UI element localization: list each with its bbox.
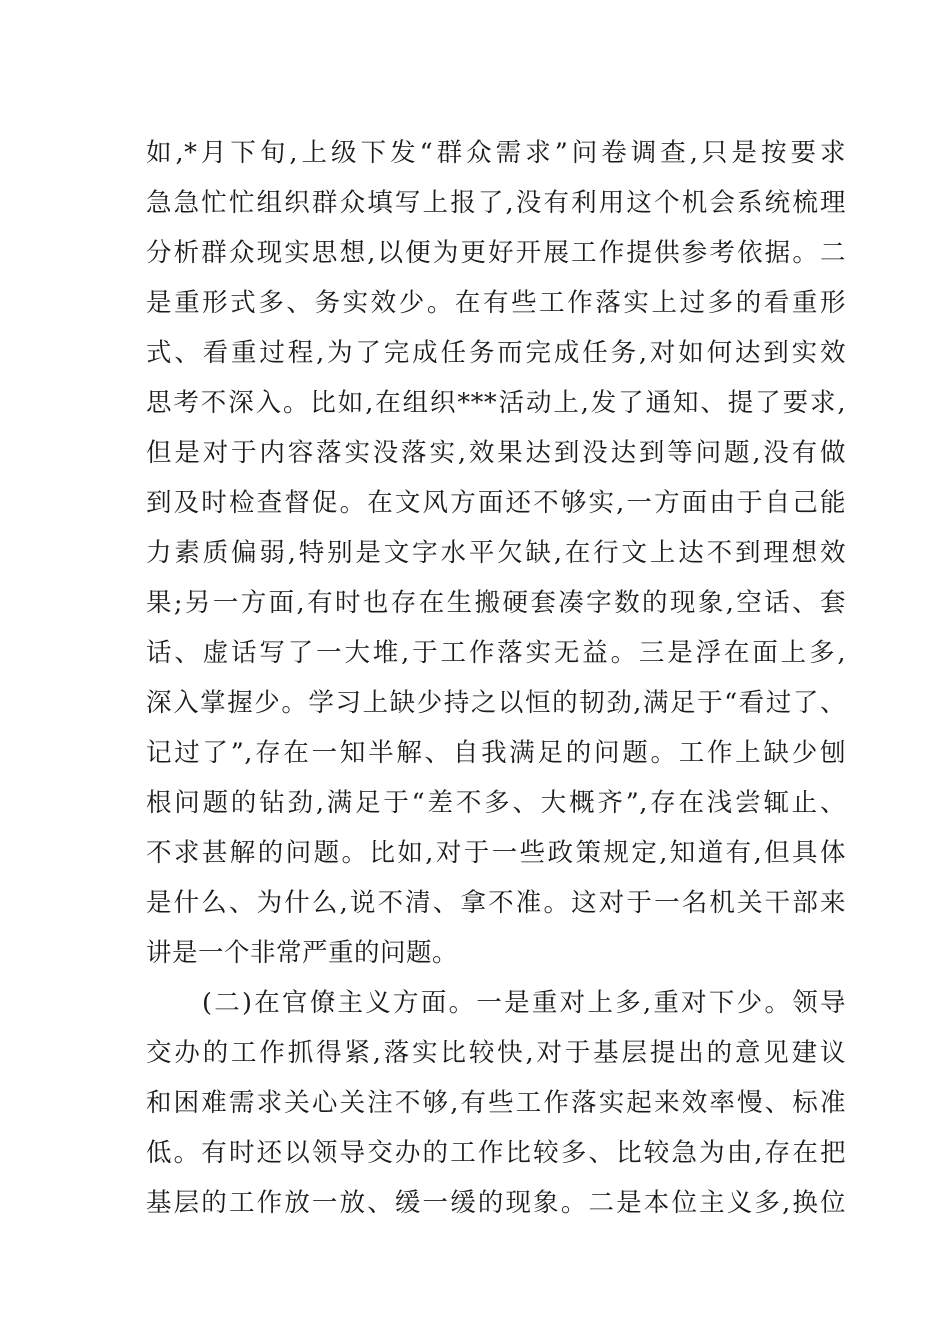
paragraph-line: 话、虚话写了一大堆,于工作落实无益。三是浮在面上多, (146, 638, 846, 668)
paragraph-line: 基层的工作放一放、缓一缓的现象。二是本位主义多,换位 (146, 1188, 846, 1218)
paragraph-line: 分析群众现实思想,以便为更好开展工作提供参考依据。二 (146, 238, 846, 268)
paragraph-line: 式、看重过程,为了完成任务而完成任务,对如何达到实效 (146, 338, 846, 368)
paragraph-line: 思考不深入。比如,在组织***活动上,发了通知、提了要求, (146, 388, 846, 418)
paragraph-line: 和困难需求关心关注不够,有些工作落实起来效率慢、标准 (146, 1088, 846, 1118)
paragraph-line: 讲是一个非常严重的问题。 (146, 938, 459, 968)
paragraph-line: 如,*月下旬,上级下发“群众需求”问卷调查,只是按要求 (146, 138, 846, 168)
paragraph-line: 力素质偏弱,特别是文字水平欠缺,在行文上达不到理想效 (146, 538, 846, 568)
paragraph-line: 交办的工作抓得紧,落实比较快,对于基层提出的意见建议 (146, 1038, 846, 1068)
paragraph-2 (146, 978, 846, 1228)
paragraph-line: 深入掌握少。学习上缺少持之以恒的韧劲,满足于“看过了、 (146, 688, 846, 718)
paragraph-line: 但是对于内容落实没落实,效果达到没达到等问题,没有做 (146, 438, 846, 468)
paragraph-line: 是什么、为什么,说不清、拿不准。这对于一名机关干部来 (146, 888, 846, 918)
paragraph-line: 是重形式多、务实效少。在有些工作落实上过多的看重形 (146, 288, 846, 318)
document-body (146, 128, 846, 1228)
paragraph-line: 不求甚解的问题。比如,对于一些政策规定,知道有,但具体 (146, 838, 846, 868)
paragraph-line: 记过了”,存在一知半解、自我满足的问题。工作上缺少刨 (146, 738, 846, 768)
paragraph-line: 低。有时还以领导交办的工作比较多、比较急为由,存在把 (146, 1138, 846, 1168)
paragraph-line: 急急忙忙组织群众填写上报了,没有利用这个机会系统梳理 (146, 188, 846, 218)
paragraph-line: 到及时检查督促。在文风方面还不够实,一方面由于自己能 (146, 488, 846, 518)
paragraph-line: (二)在官僚主义方面。一是重对上多,重对下少。领导 (202, 988, 846, 1018)
paragraph-line: 根问题的钻劲,满足于“差不多、大概齐”,存在浅尝辄止、 (146, 788, 846, 818)
paragraph-line: 果;另一方面,有时也存在生搬硬套凑字数的现象,空话、套 (146, 588, 846, 618)
paragraph-1 (146, 128, 846, 978)
